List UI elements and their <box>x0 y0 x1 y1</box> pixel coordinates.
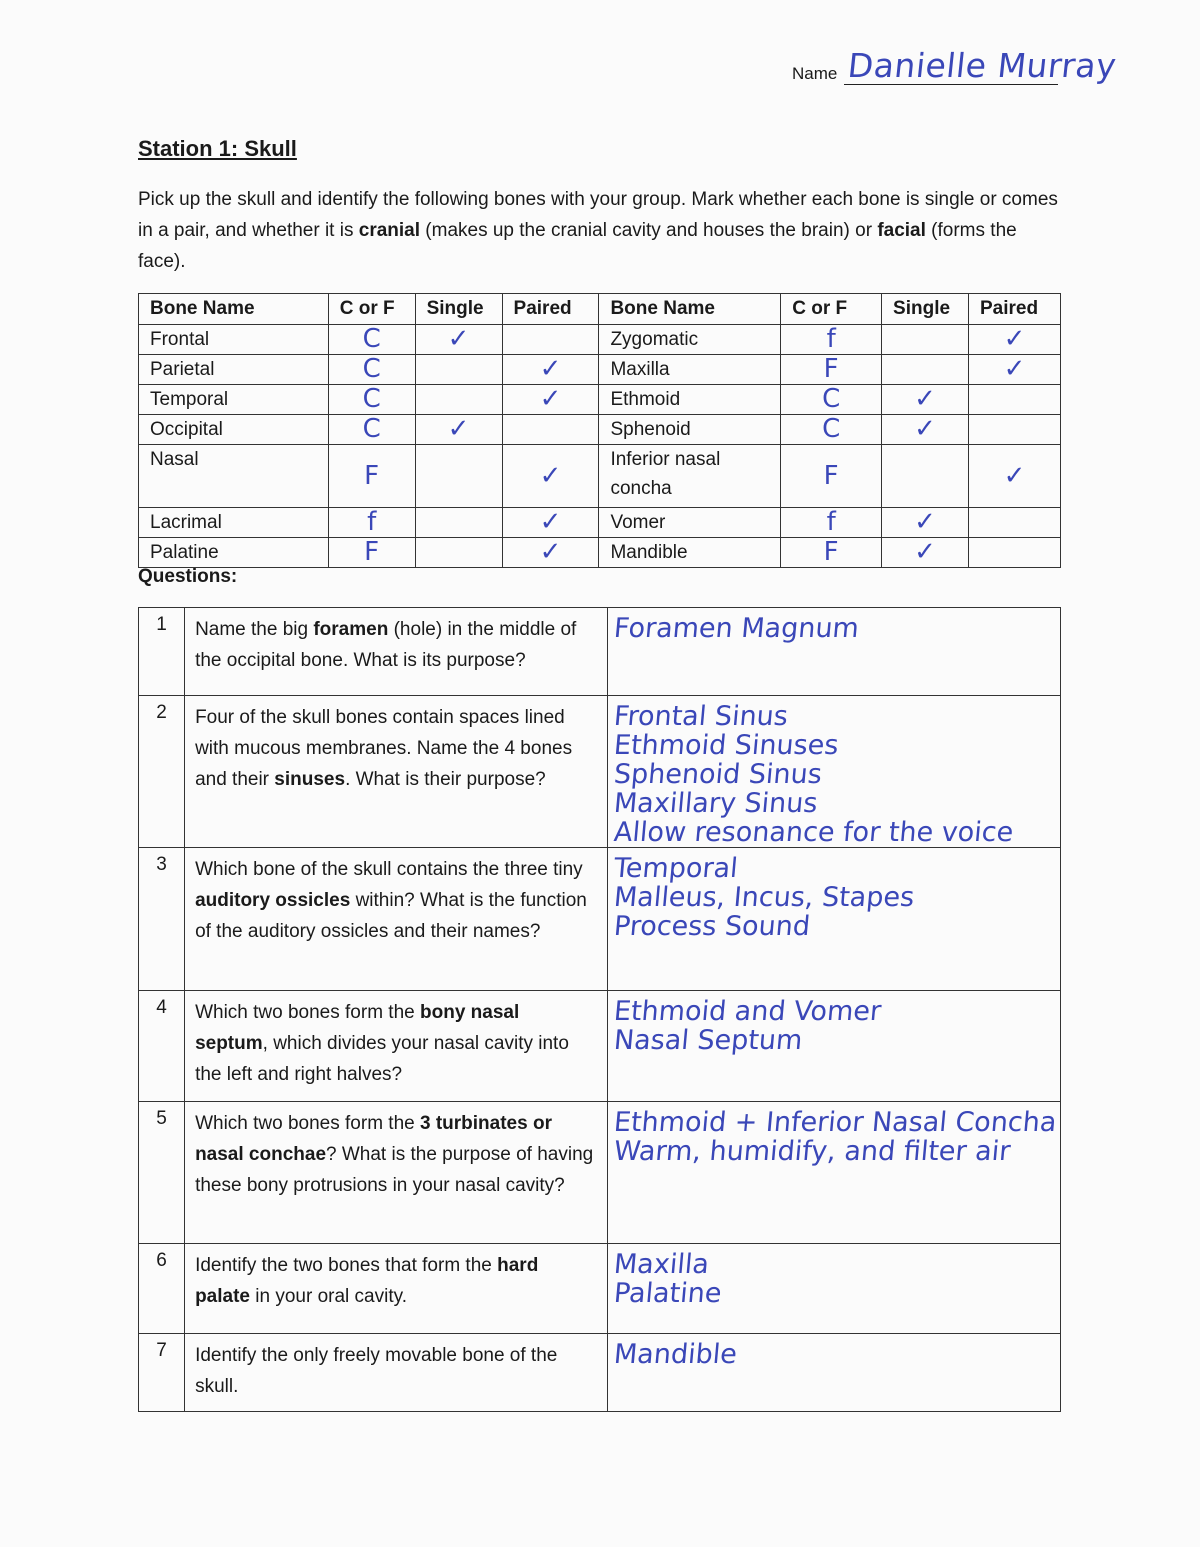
station-title: Station 1: Skull <box>138 136 297 161</box>
c-or-f-cell-2 <box>781 355 882 385</box>
question-text <box>185 608 608 696</box>
check-mark-icon: ✓ <box>1003 324 1026 354</box>
paired-cell-2 <box>969 415 1061 445</box>
question-keyword: hard palate <box>195 1255 539 1307</box>
single-cell-2 <box>882 508 969 538</box>
handwritten-c-or-f: C <box>362 384 381 414</box>
instructions <box>138 184 1058 277</box>
header-single-2: Single <box>882 294 969 325</box>
questions-table <box>138 607 1061 1412</box>
bone-name-2: Sphenoid <box>599 415 781 445</box>
question-row <box>139 991 1061 1102</box>
handwritten-c-or-f: f <box>826 324 836 354</box>
header-c-or-f: C or F <box>328 294 415 325</box>
header-bone-name-2: Bone Name <box>599 294 781 325</box>
check-mark-icon: ✓ <box>914 537 936 567</box>
handwritten-c-or-f: F <box>823 354 839 384</box>
handwritten-answer: Palatine <box>612 1278 723 1309</box>
question-text <box>185 696 608 848</box>
paired-cell-2 <box>969 538 1061 568</box>
handwritten-c-or-f: f <box>367 507 377 537</box>
bone-name: Occipital <box>139 415 329 445</box>
question-text-part: ? What is the purpose of having these bony protrusions in your nasal cavity? <box>195 1144 594 1196</box>
question-text <box>185 991 608 1102</box>
c-or-f-cell-2 <box>781 415 882 445</box>
bone-row <box>139 508 1061 538</box>
question-row <box>139 1102 1061 1244</box>
check-mark-icon: ✓ <box>539 354 562 384</box>
handwritten-answer: Malleus, Incus, Stapes <box>612 882 916 913</box>
question-text-part: Identify the only freely movable bone of the skull. <box>195 1345 558 1397</box>
handwritten-answer: Frontal Sinus <box>612 701 789 732</box>
answer-cell <box>607 696 1060 848</box>
question-keyword: auditory ossicles <box>195 890 351 911</box>
bone-name: Frontal <box>139 325 329 355</box>
handwritten-answer: Maxillary Sinus <box>612 788 819 819</box>
question-text-part: Four of the skull bones contain spaces lined with mucous membranes. Name the 4 bones and their <box>195 707 573 790</box>
bone-name: Temporal <box>139 385 329 415</box>
question-text-part: (hole) in the middle of the occipital bone. What is its purpose? <box>195 619 577 671</box>
bone-name-2 <box>599 445 781 508</box>
bone-name: Palatine <box>139 538 329 568</box>
answer-cell <box>607 1102 1060 1244</box>
handwritten-c-or-f: C <box>362 414 381 444</box>
bone-row <box>139 445 1061 508</box>
bone-row <box>139 355 1061 385</box>
handwritten-c-or-f: C <box>822 414 841 444</box>
paired-cell-2 <box>969 508 1061 538</box>
handwritten-answer: Ethmoid and Vomer <box>612 996 883 1027</box>
single-cell <box>415 508 502 538</box>
check-mark-icon: ✓ <box>1003 354 1026 384</box>
question-text-part: Identify the two bones that form the <box>195 1255 498 1276</box>
question-number: 1 <box>139 608 185 696</box>
name-field <box>792 40 1119 90</box>
single-cell-2 <box>882 355 969 385</box>
handwritten-answer: Temporal <box>612 853 739 884</box>
bone-name: Lacrimal <box>139 508 329 538</box>
handwritten-answer: Nasal Septum <box>612 1025 804 1056</box>
check-mark-icon: ✓ <box>539 537 562 567</box>
single-cell <box>415 385 502 415</box>
bones-header-row <box>139 294 1061 325</box>
question-number: 5 <box>139 1102 185 1244</box>
handwritten-c-or-f: C <box>822 384 841 414</box>
question-number: 2 <box>139 696 185 848</box>
c-or-f-cell <box>328 325 415 355</box>
answer-cell <box>607 608 1060 696</box>
check-mark-icon: ✓ <box>1003 460 1026 491</box>
bone-row <box>139 325 1061 355</box>
answer-cell <box>607 848 1060 991</box>
c-or-f-cell <box>328 385 415 415</box>
question-row <box>139 848 1061 991</box>
question-keyword: sinuses <box>274 769 346 790</box>
handwritten-c-or-f: C <box>362 324 381 354</box>
c-or-f-cell-2 <box>781 325 882 355</box>
question-row <box>139 1334 1061 1412</box>
single-cell <box>415 415 502 445</box>
name-label: Name <box>792 64 838 83</box>
handwritten-answer: Warm, humidify, and filter air <box>612 1136 1012 1167</box>
header-paired-2: Paired <box>969 294 1061 325</box>
question-row <box>139 696 1061 848</box>
c-or-f-cell <box>328 538 415 568</box>
c-or-f-cell <box>328 508 415 538</box>
handwritten-answer: Allow resonance for the voice <box>612 817 1015 848</box>
question-text <box>185 848 608 991</box>
question-text-part: in your oral cavity. <box>249 1286 407 1307</box>
question-text-part: Which two bones form the <box>195 1002 420 1023</box>
question-number: 7 <box>139 1334 185 1412</box>
paired-cell <box>502 508 599 538</box>
intro-text-2: (makes up the cranial cavity and houses the brain) or <box>420 220 878 241</box>
single-cell <box>415 538 502 568</box>
handwritten-c-or-f: C <box>362 354 381 384</box>
paired-cell-2 <box>969 355 1061 385</box>
question-text-part: Name the big <box>195 619 314 640</box>
handwritten-c-or-f: F <box>364 460 380 491</box>
handwritten-answer: Maxilla <box>612 1249 710 1280</box>
question-text-part: Which two bones form the <box>195 1113 420 1134</box>
header-paired: Paired <box>502 294 599 325</box>
single-cell-2 <box>882 325 969 355</box>
c-or-f-cell-2 <box>781 538 882 568</box>
question-text <box>185 1334 608 1412</box>
single-cell <box>415 445 502 508</box>
check-mark-icon: ✓ <box>447 414 470 444</box>
c-or-f-cell-2 <box>781 385 882 415</box>
single-cell-2 <box>882 385 969 415</box>
bones-table <box>138 293 1061 568</box>
header-bone-name: Bone Name <box>139 294 329 325</box>
paired-cell-2 <box>969 445 1061 508</box>
handwritten-answer: Sphenoid Sinus <box>612 759 823 790</box>
intro-text-3: (forms the face). <box>138 220 1017 272</box>
question-keyword: bony nasal septum <box>195 1002 520 1054</box>
question-text-part: . What is their purpose? <box>345 769 546 790</box>
paired-cell <box>502 538 599 568</box>
question-text-part: within? What is the function of the auditory ossicles and their names? <box>195 890 587 942</box>
handwritten-c-or-f: F <box>364 537 380 567</box>
check-mark-icon: ✓ <box>914 384 936 414</box>
bone-row <box>139 415 1061 445</box>
c-or-f-cell <box>328 415 415 445</box>
question-keyword: 3 turbinates or nasal conchae <box>195 1113 552 1165</box>
paired-cell <box>502 325 599 355</box>
bone-name-2: Ethmoid <box>599 385 781 415</box>
paired-cell <box>502 415 599 445</box>
bone-row <box>139 538 1061 568</box>
intro-text-1: Pick up the skull and identify the following bones with your group. Mark whether each bone is single or comes in a pair, and whether it is <box>138 189 1058 241</box>
bone-name-line-2: concha <box>610 478 672 499</box>
paired-cell-2 <box>969 325 1061 355</box>
question-number: 6 <box>139 1244 185 1334</box>
question-text <box>185 1244 608 1334</box>
bone-name-2: Maxilla <box>599 355 781 385</box>
question-number: 3 <box>139 848 185 991</box>
student-name: Danielle Murray <box>845 46 1119 85</box>
handwritten-c-or-f: f <box>826 507 836 537</box>
single-cell-2 <box>882 415 969 445</box>
check-mark-icon: ✓ <box>539 384 562 414</box>
handwritten-answer: Mandible <box>612 1339 738 1370</box>
question-keyword: foramen <box>313 619 389 640</box>
single-cell-2 <box>882 538 969 568</box>
bone-name-line-1: Inferior nasal <box>610 449 721 470</box>
header-c-or-f-2: C or F <box>781 294 882 325</box>
single-cell <box>415 325 502 355</box>
bone-name: Nasal <box>139 445 329 508</box>
bone-name-2: Mandible <box>599 538 781 568</box>
intro-facial: facial <box>877 220 926 241</box>
intro-cranial: cranial <box>358 220 421 241</box>
c-or-f-cell <box>328 355 415 385</box>
check-mark-icon: ✓ <box>914 414 936 444</box>
paired-cell <box>502 355 599 385</box>
handwritten-c-or-f: F <box>823 537 839 567</box>
c-or-f-cell <box>328 445 415 508</box>
bone-name-2: Zygomatic <box>599 325 781 355</box>
check-mark-icon: ✓ <box>539 507 562 537</box>
bone-row <box>139 385 1061 415</box>
question-number: 4 <box>139 991 185 1102</box>
single-cell <box>415 355 502 385</box>
single-cell-2 <box>882 445 969 508</box>
questions-heading: Questions: <box>138 566 238 587</box>
handwritten-answer: Ethmoid Sinuses <box>612 730 840 761</box>
question-text-part: Which bone of the skull contains the three tiny <box>195 859 583 880</box>
handwritten-c-or-f: F <box>823 460 839 491</box>
answer-cell <box>607 991 1060 1102</box>
bone-name: Parietal <box>139 355 329 385</box>
check-mark-icon: ✓ <box>914 507 936 537</box>
c-or-f-cell-2 <box>781 508 882 538</box>
answer-cell <box>607 1244 1060 1334</box>
answer-cell <box>607 1334 1060 1412</box>
handwritten-answer: Foramen Magnum <box>612 613 860 644</box>
paired-cell-2 <box>969 385 1061 415</box>
bone-name-2: Vomer <box>599 508 781 538</box>
handwritten-answer: Process Sound <box>612 911 811 942</box>
question-row <box>139 1244 1061 1334</box>
handwritten-answer: Ethmoid + Inferior Nasal Concha <box>612 1107 1058 1138</box>
check-mark-icon: ✓ <box>447 324 470 354</box>
header-single: Single <box>415 294 502 325</box>
question-text-part: , which divides your nasal cavity into the left and right halves? <box>195 1033 569 1085</box>
c-or-f-cell-2 <box>781 445 882 508</box>
paired-cell <box>502 385 599 415</box>
paired-cell <box>502 445 599 508</box>
question-row <box>139 608 1061 696</box>
check-mark-icon: ✓ <box>539 460 562 491</box>
question-text <box>185 1102 608 1244</box>
